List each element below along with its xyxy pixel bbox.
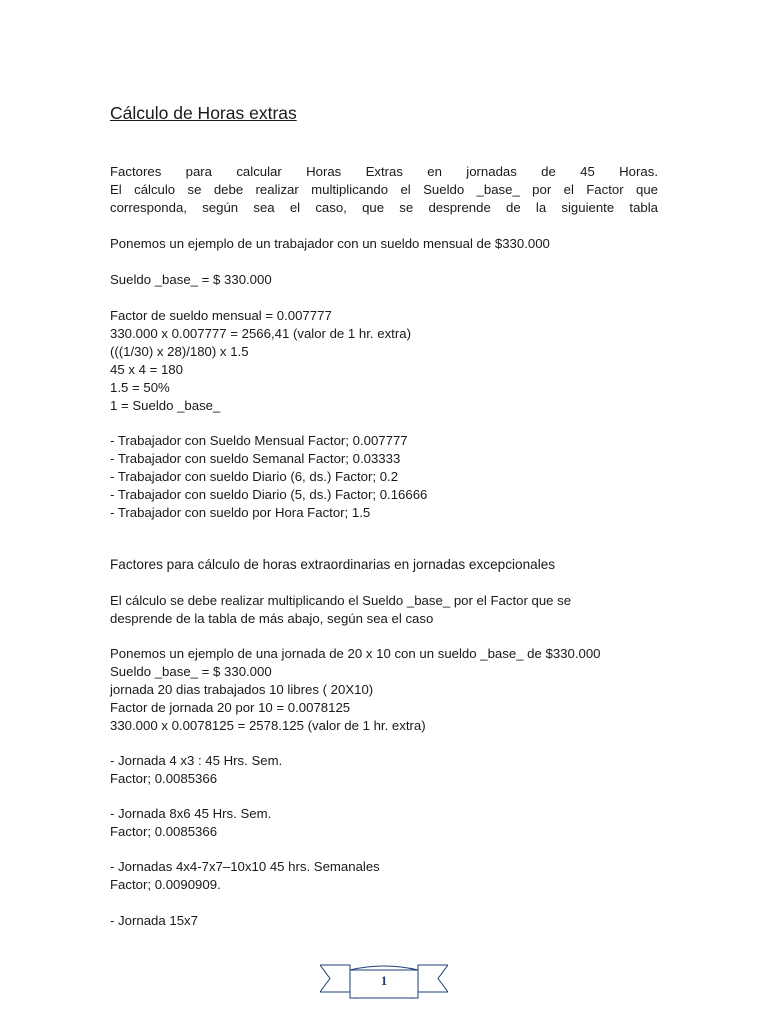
jornada-name: - Jornadas 4x4-7x7–10x10 45 hrs. Semanales [110, 859, 380, 874]
example-intro-text: Ponemos un ejemplo de un trabajador con un sueldo mensual de $330.000 [110, 236, 550, 251]
page-title: Cálculo de Horas extras [110, 103, 297, 123]
calc-line: 45 x 4 = 180 [110, 362, 183, 377]
jornada-name: - Jornada 8x6 45 Hrs. Sem. [110, 806, 272, 821]
intro-line: corresponda, según sea el caso, que se desprende de la siguiente tabla [110, 200, 658, 215]
jornada-entry [110, 912, 658, 930]
intro-line: El cálculo se debe realizar multiplicando el Sueldo _base_ por el Factor que [110, 182, 658, 197]
section2-example-line: Ponemos un ejemplo de una jornada de 20 x 10 con un sueldo _base_ de $330.000 [110, 646, 601, 661]
factor-list-item: - Trabajador con sueldo Diario (6, ds.) Factor; 0.2 [110, 469, 399, 484]
calc-line: 1.5 = 50% [110, 380, 170, 395]
jornada-entry [110, 752, 658, 788]
section2-intro-line: desprende de la tabla de más abajo, según sea el caso [110, 611, 434, 626]
jornada-factor: Factor; 0.0085366 [110, 824, 218, 839]
sueldo-base [110, 271, 658, 289]
jornada-name: - Jornada 4 x3 : 45 Hrs. Sem. [110, 753, 283, 768]
section2-intro-line: El cálculo se debe realizar multiplicando el Sueldo _base_ por el Factor que se [110, 593, 572, 608]
jornada-factor: Factor; 0.0090909. [110, 877, 221, 892]
factor-list-item: - Trabajador con sueldo por Hora Factor; 1.5 [110, 505, 371, 520]
jornada-name: - Jornada 15x7 [110, 913, 198, 928]
section2-intro [110, 592, 658, 628]
intro-paragraph [110, 163, 658, 217]
calc-line: Factor de sueldo mensual = 0.007777 [110, 308, 332, 323]
section2-example-line: Factor de jornada 20 por 10 = 0.0078125 [110, 700, 351, 715]
calculation-block [110, 307, 658, 415]
section2-example-line: 330.000 x 0.0078125 = 2578.125 (valor de 1 hr. extra) [110, 718, 426, 733]
sueldo-base-text: Sueldo _base_ = $ 330.000 [110, 272, 272, 287]
intro-line: Factores para calcular Horas Extras en jornadas de 45 Horas. [110, 164, 658, 179]
calc-line: 1 = Sueldo _base_ [110, 398, 221, 413]
page-number-ribbon [320, 962, 448, 1000]
calc-line: (((1/30) x 28)/180) x 1.5 [110, 344, 249, 359]
section2-example-line: Sueldo _base_ = $ 330.000 [110, 664, 272, 679]
factor-list-item: - Trabajador con sueldo Semanal Factor; 0.03333 [110, 451, 401, 466]
factor-list-item: - Trabajador con sueldo Diario (5, ds.) Factor; 0.16666 [110, 487, 428, 502]
jornada-entry [110, 858, 658, 894]
factor-list-item: - Trabajador con Sueldo Mensual Factor; 0.007777 [110, 433, 408, 448]
calc-line: 330.000 x 0.007777 = 2566,41 (valor de 1 hr. extra) [110, 326, 411, 341]
section2-heading: Factores para cálculo de horas extraordinarias en jornadas excepcionales [110, 557, 556, 572]
jornada-entry [110, 805, 658, 841]
jornada-factor: Factor; 0.0085366 [110, 771, 218, 786]
example-intro [110, 235, 658, 253]
section2-example-line: jornada 20 dias trabajados 10 libres ( 20X10) [110, 682, 374, 697]
section2-example [110, 645, 658, 735]
factor-list [110, 432, 658, 522]
page-number: 1 [380, 973, 388, 988]
